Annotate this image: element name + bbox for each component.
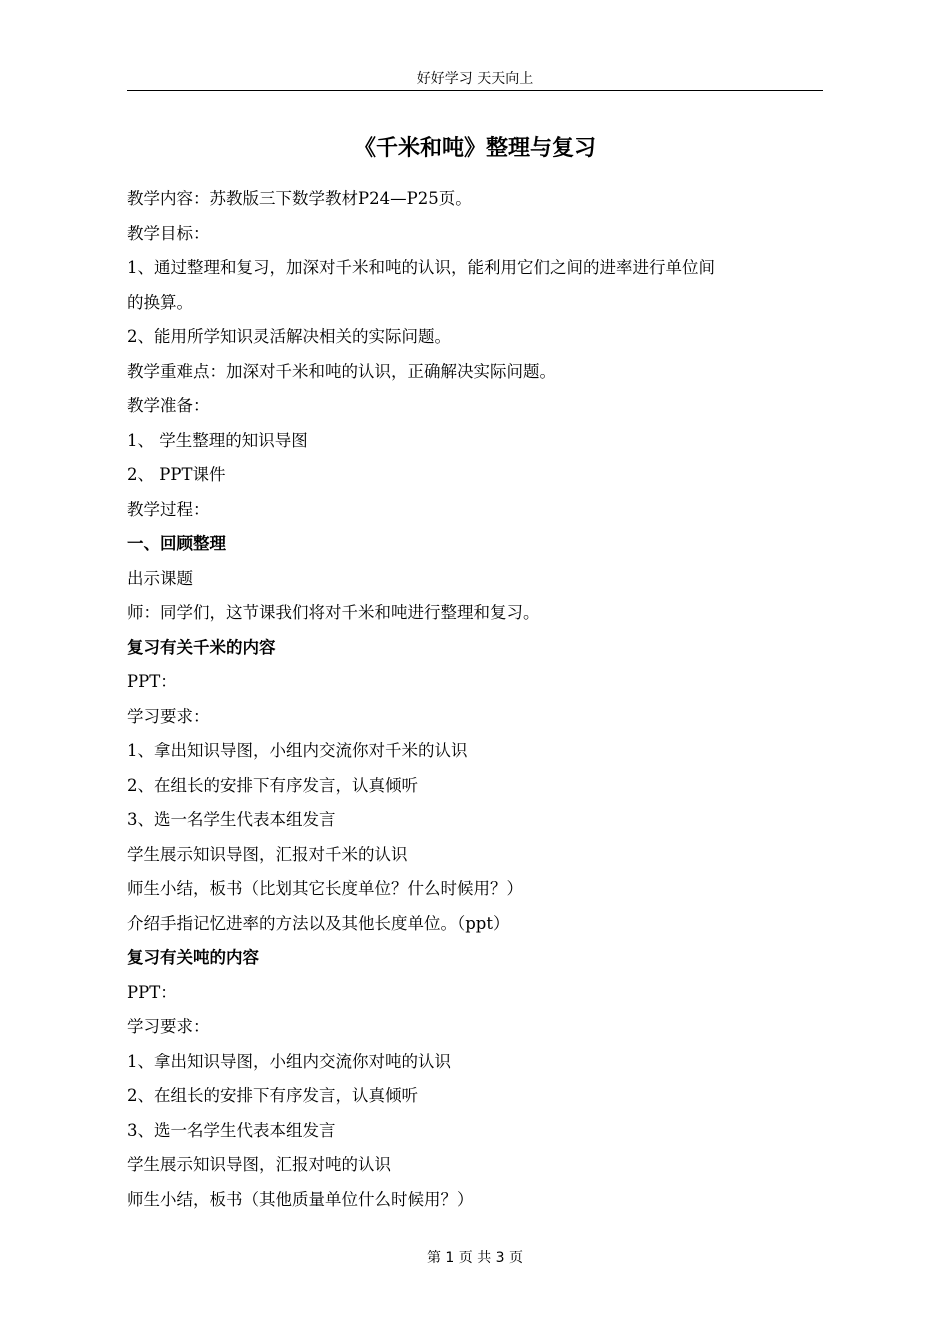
- text-line: 学生展示知识导图，汇报对千米的认识: [127, 844, 408, 864]
- ton-requirement-2: 2、在组长的安排下有序发言，认真倾听: [127, 1086, 418, 1105]
- subsection-ton-heading: 复习有关吨的内容: [127, 948, 259, 967]
- text-line: 介绍手指记忆进率的方法以及其他长度单位。（ppt）: [127, 913, 510, 933]
- teaching-content-line: 教学内容：苏教版三下数学教材P24—P25页。: [127, 189, 472, 208]
- page-footer: 第 1 页 共 3 页: [426, 1250, 524, 1266]
- preparation-item-2: 2、 PPT课件: [127, 465, 226, 484]
- teaching-goals-heading: 教学目标：: [127, 223, 210, 243]
- text-line: 师生小结，板书（比划其它长度单位？什么时候用？）: [127, 879, 523, 898]
- text-line: 学生展示知识导图，汇报对吨的认识: [127, 1155, 391, 1174]
- process-heading: 教学过程：: [127, 499, 210, 519]
- text-line: PPT：: [127, 982, 177, 1002]
- preparation-item-1: 1、 学生整理的知识导图: [127, 430, 308, 450]
- text-line: PPT：: [127, 672, 177, 691]
- text-line: 师：同学们，这节课我们将对千米和吨进行整理和复习。: [127, 603, 540, 622]
- document-body: [127, 182, 827, 1217]
- document-title: 《千米和吨》整理与复习: [353, 136, 596, 161]
- text-line: 学习要求：: [127, 706, 210, 726]
- text-line: 出示课题: [127, 568, 193, 588]
- km-requirement-3: 3、选一名学生代表本组发言: [127, 810, 336, 829]
- text-line: 师生小结，板书（其他质量单位什么时候用？）: [127, 1189, 474, 1209]
- preparation-heading: 教学准备：: [127, 396, 210, 415]
- ton-requirement-3: 3、选一名学生代表本组发言: [127, 1120, 336, 1140]
- goal-1-line-a: 1、通过整理和复习，加深对千米和吨的认识，能利用它们之间的进率进行单位间: [127, 258, 715, 277]
- goal-2-line: 2、能用所学知识灵活解决相关的实际问题。: [127, 327, 451, 346]
- km-requirement-1: 1、拿出知识导图，小组内交流你对千米的认识: [127, 741, 468, 760]
- text-line: 学习要求：: [127, 1017, 210, 1036]
- subsection-km-heading: 复习有关千米的内容: [127, 637, 276, 657]
- key-points-line: 教学重难点：加深对千米和吨的认识，正确解决实际问题。: [127, 361, 556, 381]
- ton-requirement-1: 1、拿出知识导图，小组内交流你对吨的认识: [127, 1051, 451, 1071]
- page-header: 好好学习 天天向上: [127, 68, 823, 91]
- goal-1-line-b: 的换算。: [127, 292, 193, 312]
- km-requirement-2: 2、在组长的安排下有序发言，认真倾听: [127, 775, 418, 795]
- section-review-heading: 一、回顾整理: [127, 534, 226, 553]
